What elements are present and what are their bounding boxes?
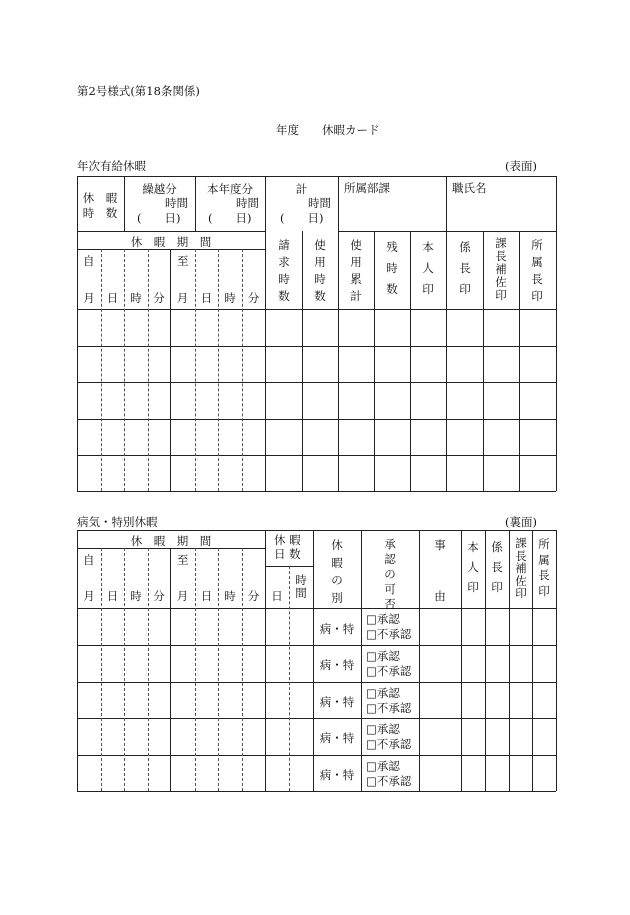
special-section-title: 病気・特別休暇: [77, 515, 158, 529]
row4-leave-type: 病・特: [319, 731, 355, 745]
carryover-day-unit: ( 日): [137, 211, 181, 225]
request-hours-header: 請求時数: [278, 238, 290, 303]
special-from-label: 自: [83, 553, 95, 567]
row5-reject-checkbox[interactable]: □不承認: [366, 774, 412, 788]
row1-approve-checkbox[interactable]: □承認: [366, 612, 400, 626]
current-year-label: 本年度分: [207, 182, 253, 196]
special-to-month: 月: [176, 589, 189, 603]
special-chief-seal-header: 係長印: [491, 540, 503, 594]
card-title: 年度 休暇カード: [276, 123, 380, 137]
days-unit: 日: [271, 589, 283, 603]
used-hours-header: 使用時数: [314, 238, 326, 303]
department-label: 所属部課: [344, 181, 390, 195]
total-time-unit: 時間: [308, 196, 331, 210]
special-from-hour: 時: [130, 589, 142, 603]
special-to-minute: 分: [247, 589, 260, 603]
total-label: 計: [295, 182, 308, 196]
current-day-unit: ( 日): [208, 211, 252, 225]
row5-leave-type: 病・特: [319, 768, 355, 782]
to-hour: 時: [224, 291, 236, 305]
dept-head-seal-header: 所属長印: [531, 238, 543, 303]
special-from-day: 日: [106, 589, 119, 603]
hours-unit: 時間: [295, 573, 307, 600]
from-minute: 分: [153, 291, 165, 305]
form-number: 第2号様式(第18条関係): [77, 84, 200, 98]
front-side-label: (表面): [505, 159, 537, 173]
chief-seal-header: 係長印: [459, 240, 471, 296]
row1-reject-checkbox[interactable]: □不承認: [366, 627, 412, 641]
assistant-seal-header: 課長補佐印: [495, 236, 507, 302]
back-side-label: (裏面): [505, 515, 537, 529]
to-day: 日: [200, 291, 213, 305]
total-day-unit: ( 日): [280, 211, 324, 225]
special-to-hour: 時: [224, 589, 236, 603]
from-label: 自: [83, 254, 95, 268]
row5-approve-checkbox[interactable]: □承認: [366, 759, 400, 773]
row3-reject-checkbox[interactable]: □不承認: [366, 701, 412, 715]
from-day: 日: [106, 291, 119, 305]
special-from-month: 月: [83, 589, 95, 603]
self-seal-header: 本人印: [422, 240, 434, 296]
to-label: 至: [177, 254, 189, 268]
row3-leave-type: 病・特: [319, 695, 355, 709]
from-month: 月: [83, 291, 95, 305]
reason-header-top: 事: [434, 538, 446, 552]
row2-reject-checkbox[interactable]: □不承認: [366, 664, 412, 678]
carryover-label: 繰越分: [142, 182, 177, 196]
row1-leave-type: 病・特: [319, 622, 355, 636]
carryover-time-unit: 時間: [165, 196, 188, 210]
special-from-minute: 分: [153, 589, 165, 603]
special-assistant-seal-header: 課長補佐印: [515, 536, 527, 600]
row3-approve-checkbox[interactable]: □承認: [366, 686, 400, 700]
annual-section-title: 年次有給休暇: [77, 159, 146, 173]
to-minute: 分: [247, 291, 260, 305]
name-title-label: 職氏名: [452, 181, 487, 195]
cumulative-header: 使用累計: [350, 238, 362, 303]
period-header: 休 暇 期 間: [130, 235, 212, 249]
special-period-header: 休 暇 期 間: [130, 534, 212, 548]
row4-reject-checkbox[interactable]: □不承認: [366, 737, 412, 751]
row4-approve-checkbox[interactable]: □承認: [366, 722, 400, 736]
leave-type-header: 休暇の別: [331, 538, 343, 605]
approval-header: 承認の可否: [384, 537, 396, 611]
reason-header-bottom: 由: [434, 589, 446, 603]
current-time-unit: 時間: [236, 196, 259, 210]
row2-leave-type: 病・特: [319, 658, 355, 672]
remaining-header: 残時数: [386, 240, 398, 296]
special-self-seal-header: 本人印: [467, 540, 479, 594]
special-to-day: 日: [200, 589, 213, 603]
from-hour: 時: [130, 291, 142, 305]
kyuka-label-1: 休 暇: [82, 191, 118, 205]
leave-days-header: 休 暇日 数: [274, 533, 301, 561]
special-dept-head-seal-header: 所属長印: [538, 537, 550, 598]
special-to-label: 至: [177, 553, 189, 567]
row2-approve-checkbox[interactable]: □承認: [366, 649, 400, 663]
to-month: 月: [176, 291, 189, 305]
kyuka-label-2: 時 数: [82, 206, 118, 220]
